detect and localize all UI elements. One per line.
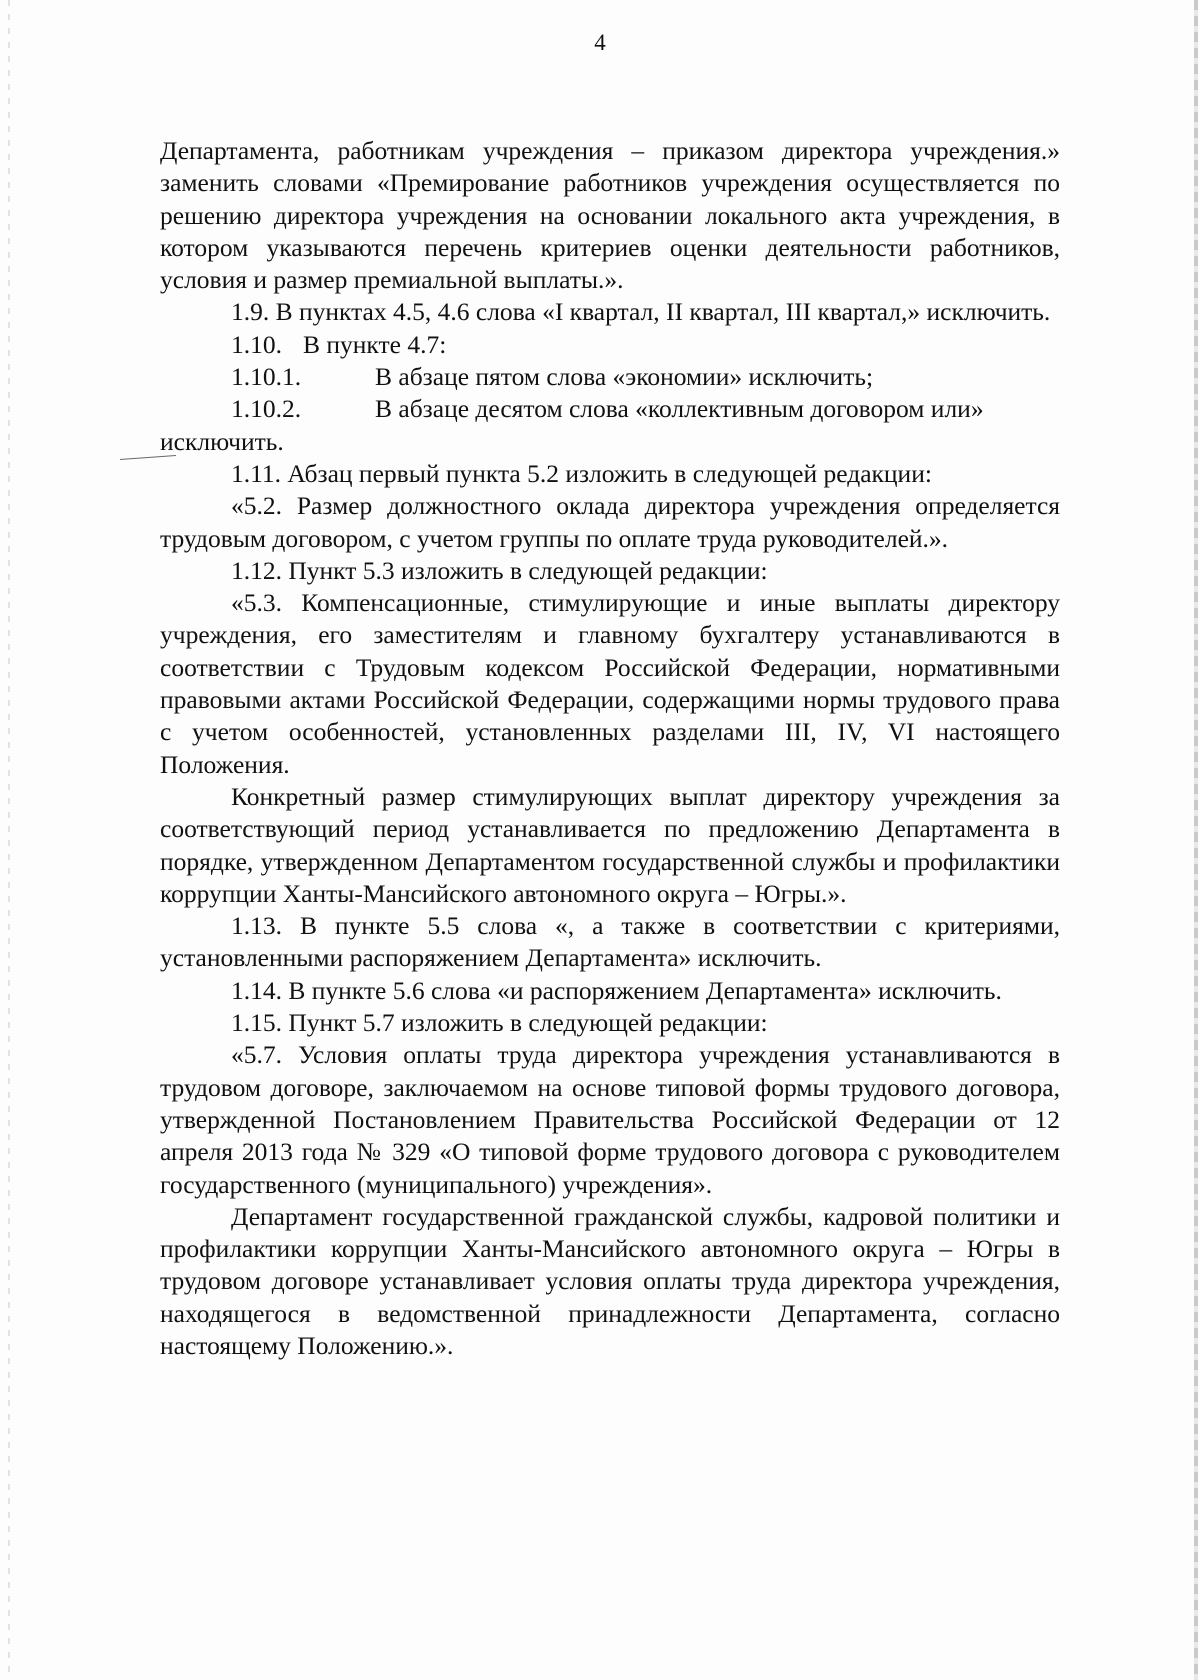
paragraph-5-2: «5.2. Размер должностного оклада директора учреждения определяется трудовым договором, с учетом группы по оплате труда руководителей.».: [160, 491, 1060, 553]
item-text: В абзаце десятом слова «коллективным договором или»: [375, 394, 984, 424]
paragraph-1-10-1: [160, 361, 1060, 393]
paragraph-5-3-second: Конкретный размер стимулирующих выплат директору учреждения за соответствующий период устанавливается по предложению Департамента в порядке, утвержденном Департаментом государственной службы и профилактики коррупции Ханты-Мансийского автономного округа – Югры.».: [160, 781, 1060, 908]
paragraph-5-3: «5.3. Компенсационные, стимулирующие и иные выплаты директору учреждения, его заместителям и главному бухгалтеру устанавливаются в соответствии с Трудовым кодексом Российской Федерации, нормативными правовыми актами Российской Федерации, содержащими нормы трудового права с учетом особенностей, установленных разделами III, IV, VI настоящего Положения.: [160, 588, 1060, 779]
paragraph-continuation: Департамента, работникам учреждения – приказом директора учреждения.» заменить словами «Премирование работников учреждения осуществляется по решению директора учреждения на основании локального акта учреждения, в котором указываются перечень критериев оценки деятельности работников, условия и размер премиальной выплаты.».: [160, 136, 1060, 295]
document-body: [160, 135, 1060, 1362]
item-number: 1.10.: [231, 329, 282, 359]
paragraph-1-9: 1.9. В пунктах 4.5, 4.6 слова «I квартал, II квартал, III квартал,» исключить.: [231, 297, 1051, 327]
paragraph-5-7: «5.7. Условия оплаты труда директора учреждения устанавливаются в трудовом договоре, заключаемом на основе типовой формы трудового договора, утвержденной Постановлением Правительства Российской Федерации от 12 апреля 2013 года № 329 «О типовой форме трудового договора с руководителем государственного (муниципального) учреждения».: [160, 1040, 1060, 1199]
item-number: 1.10.2.: [231, 394, 302, 424]
paragraph-1-12: 1.12. Пункт 5.3 изложить в следующей редакции:: [231, 555, 768, 585]
paragraph-1-10: [160, 329, 1060, 361]
page-number: 4: [594, 30, 606, 55]
scan-edge-left: [8, 0, 10, 1680]
paragraph-1-15: 1.15. Пункт 5.7 изложить в следующей редакции:: [231, 1008, 768, 1038]
paragraph-1-14: 1.14. В пункте 5.6 слова «и распоряжением Департамента» исключить.: [231, 975, 1002, 1005]
paragraph-5-7-second: Департамент государственной гражданской службы, кадровой политики и профилактики коррупции Ханты-Мансийского автономного округа – Югры в трудовом договоре устанавливает условия оплаты труда директора учреждения, находящегося в ведомственной принадлежности Департамента, согласно настоящему Положению.».: [160, 1201, 1060, 1360]
paragraph-1-10-2-continuation: исключить.: [160, 426, 284, 456]
scan-edge-right: [1194, 0, 1198, 1680]
item-number: 1.10.1.: [231, 362, 302, 392]
item-text: В абзаце пятом слова «экономии» исключить;: [375, 362, 874, 392]
paragraph-1-13: 1.13. В пункте 5.5 слова «, а также в соответствии с критериями, установленными распоряжением Департамента» исключить.: [160, 911, 1060, 973]
paragraph-1-11: 1.11. Абзац первый пункта 5.2 изложить в следующей редакции:: [231, 458, 932, 488]
paragraph-1-10-2: [160, 393, 1060, 425]
item-text: В пункте 4.7:: [303, 329, 447, 359]
